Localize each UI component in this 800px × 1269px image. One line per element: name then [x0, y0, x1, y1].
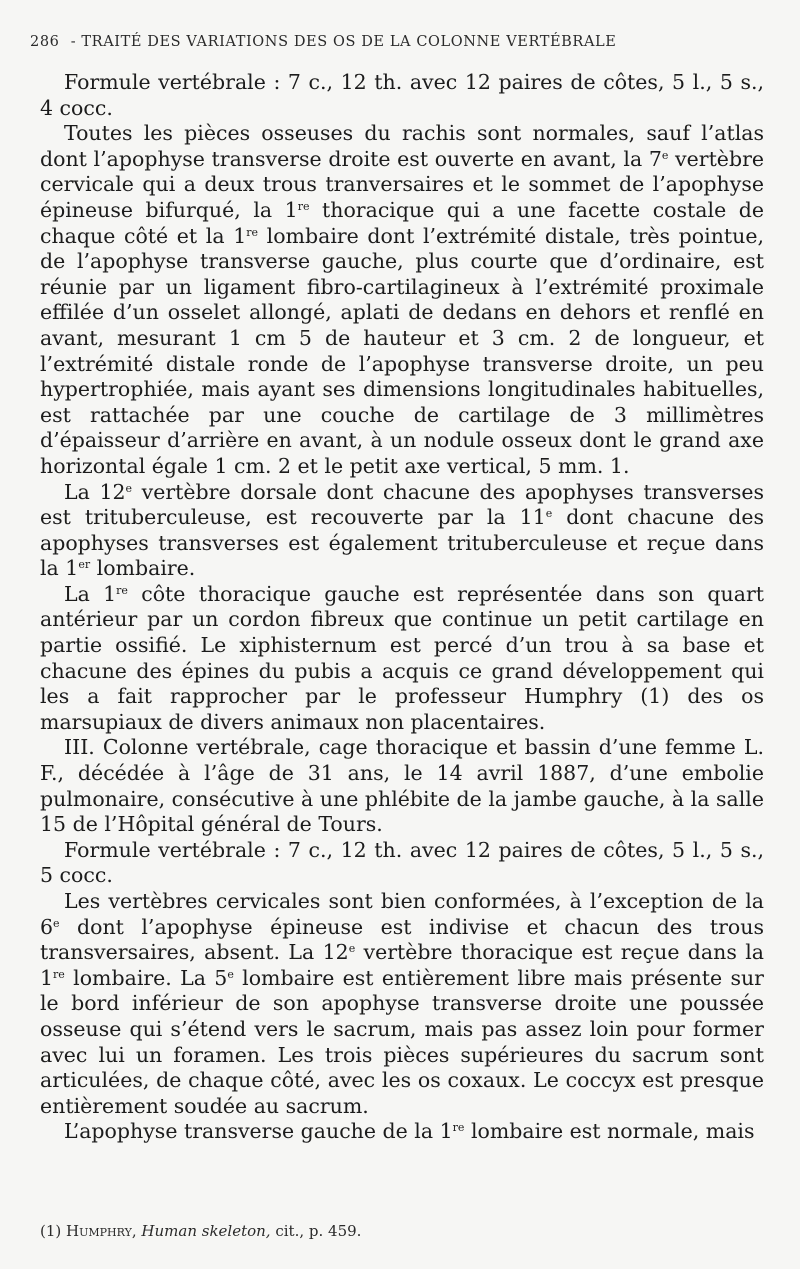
footnote: [40, 1222, 764, 1240]
paragraph: [40, 480, 764, 582]
ordinal-suffix: re: [116, 583, 128, 597]
footnote-author: Humphry,: [66, 1222, 137, 1240]
paragraph-text: lombaire est normale, mais: [464, 1119, 755, 1144]
ordinal-suffix: e: [53, 916, 60, 930]
paragraph: [40, 582, 764, 736]
paragraph: [40, 70, 764, 121]
paragraph-text: lombaire. La 5: [64, 965, 228, 990]
paragraph-text: dont chacune des apophyses transverses est également trituberculeuse et reçue dans la 1: [40, 505, 765, 581]
paragraph-text: lombaire est entièrement libre mais présente sur le bord inférieur de son apophyse transverse droite une poussée osseuse qui s’étend vers le sacrum, mais pas assez loin pour former avec lui un foramen. Les trois pièces supérieures du sacrum sont articulées, de chaque côté, avec les os coxaux. Le coccyx est presque entièrement soudée au sacrum.: [40, 965, 764, 1118]
paragraph: [40, 1119, 764, 1145]
paragraph: [40, 889, 764, 1119]
footnote-marker: (1): [40, 1222, 62, 1240]
paragraph-text: Formule vertébrale : 7 c., 12 th. avec 12 paires de côtes, 5 l., 5 s., 4 cocc.: [40, 70, 764, 120]
ordinal-suffix: e: [545, 507, 553, 521]
paragraph-text: lombaire dont l’extrémité distale, très pointue, de l’apophyse transverse gauche, plus courte que d’ordinaire, est réunie par un ligament fibro-cartilagineux à l’extrémité proximale effilée d’un osselet allongé, aplati de dedans en dehors et renflé en avant, mesurant 1 cm 5 de hauteur et 3 cm. 2 de longueur, et l’extrémité distale ronde de l’apophyse transverse droite, un peu hypertrophiée, mais ayant ses dimensions longitudinales habituelles, est rattachée par une couche de cartilage de 3 millimètres d’épaisseur d’arrière en avant, à un nodule osseux dont le grand axe horizontal égale 1 cm. 2 et le petit axe vertical, 5 mm. 1.: [40, 223, 764, 478]
body-text: [40, 70, 764, 1145]
paragraph: [40, 838, 764, 889]
paragraph-text: lombaire.: [90, 556, 196, 581]
ordinal-suffix: e: [125, 481, 133, 495]
paragraph-text: thoracique qui a une facette costale de chaque côté et la 1: [40, 197, 764, 248]
ordinal-suffix: re: [53, 967, 65, 981]
paragraph-text: vertèbre cervicale qui a deux trous tranversaires et le sommet de l’apophyse épineuse bifurqué, la 1: [40, 146, 764, 222]
paragraph: [40, 121, 764, 479]
paragraph-text: vertèbre dorsale dont chacune des apophyses transverses est trituberculeuse, est recouverte par la 11: [40, 479, 764, 530]
running-header: [30, 34, 770, 50]
paragraph-text: côte thoracique gauche est représentée dans son quart antérieur par un cordon fibreux que continue un petit cartilage en partie ossifié. Le xiphisternum est percé d’un trou à sa base et chacune des épines du pubis a acquis ce grand développement qui les a fait rapprocher par le professeur Humphry (1) des os marsupiaux de divers animaux non placentaires.: [40, 581, 764, 734]
ordinal-suffix: e: [661, 148, 669, 162]
paragraph-text: III. Colonne vertébrale, cage thoracique et bassin d’une femme L. F., décédée à l’âge de 31 ans, le 14 avril 1887, d’une embolie pulmonaire, consécutive à une phlébite de la jambe gauche, à la salle 15 de l’Hôpital général de Tours.: [40, 735, 764, 837]
paragraph-text: La 1: [64, 581, 117, 606]
paragraph-text: L’apophyse transverse gauche de la 1: [64, 1119, 453, 1144]
paragraph-text: Formule vertébrale : 7 c., 12 th. avec 12 paires de côtes, 5 l., 5 s., 5 cocc.: [40, 837, 764, 888]
ordinal-suffix: er: [78, 558, 91, 572]
paragraph-text: vertèbre thoracique est reçue dans la 1: [40, 940, 765, 990]
paragraph: [40, 735, 764, 837]
paragraph-text: Toutes les pièces osseuses du rachis sont normales, sauf l’atlas dont l’apophyse transverse droite est ouverte en avant, la 7: [40, 121, 764, 171]
page-number: 286: [30, 34, 60, 50]
ordinal-suffix: e: [348, 942, 356, 956]
ordinal-suffix: re: [297, 199, 310, 213]
ordinal-suffix: re: [452, 1121, 465, 1135]
paragraph-text: La 12: [64, 479, 126, 504]
ordinal-suffix: re: [246, 225, 259, 239]
paragraph-text: Les vertèbres cervicales sont bien conformées, à l’exception de la 6: [40, 889, 764, 939]
footnote-ref: cit., p. 459.: [275, 1222, 362, 1240]
footnote-work: Human skeleton,: [141, 1222, 271, 1240]
paragraph-text: dont l’apophyse épineuse est indivise et chacun des trous transversaires, absent. La 12: [40, 914, 764, 965]
ordinal-suffix: e: [227, 967, 234, 981]
running-title: - TRAITÉ DES VARIATIONS DES OS DE LA COLONNE VERTÉBRALE: [70, 34, 617, 50]
